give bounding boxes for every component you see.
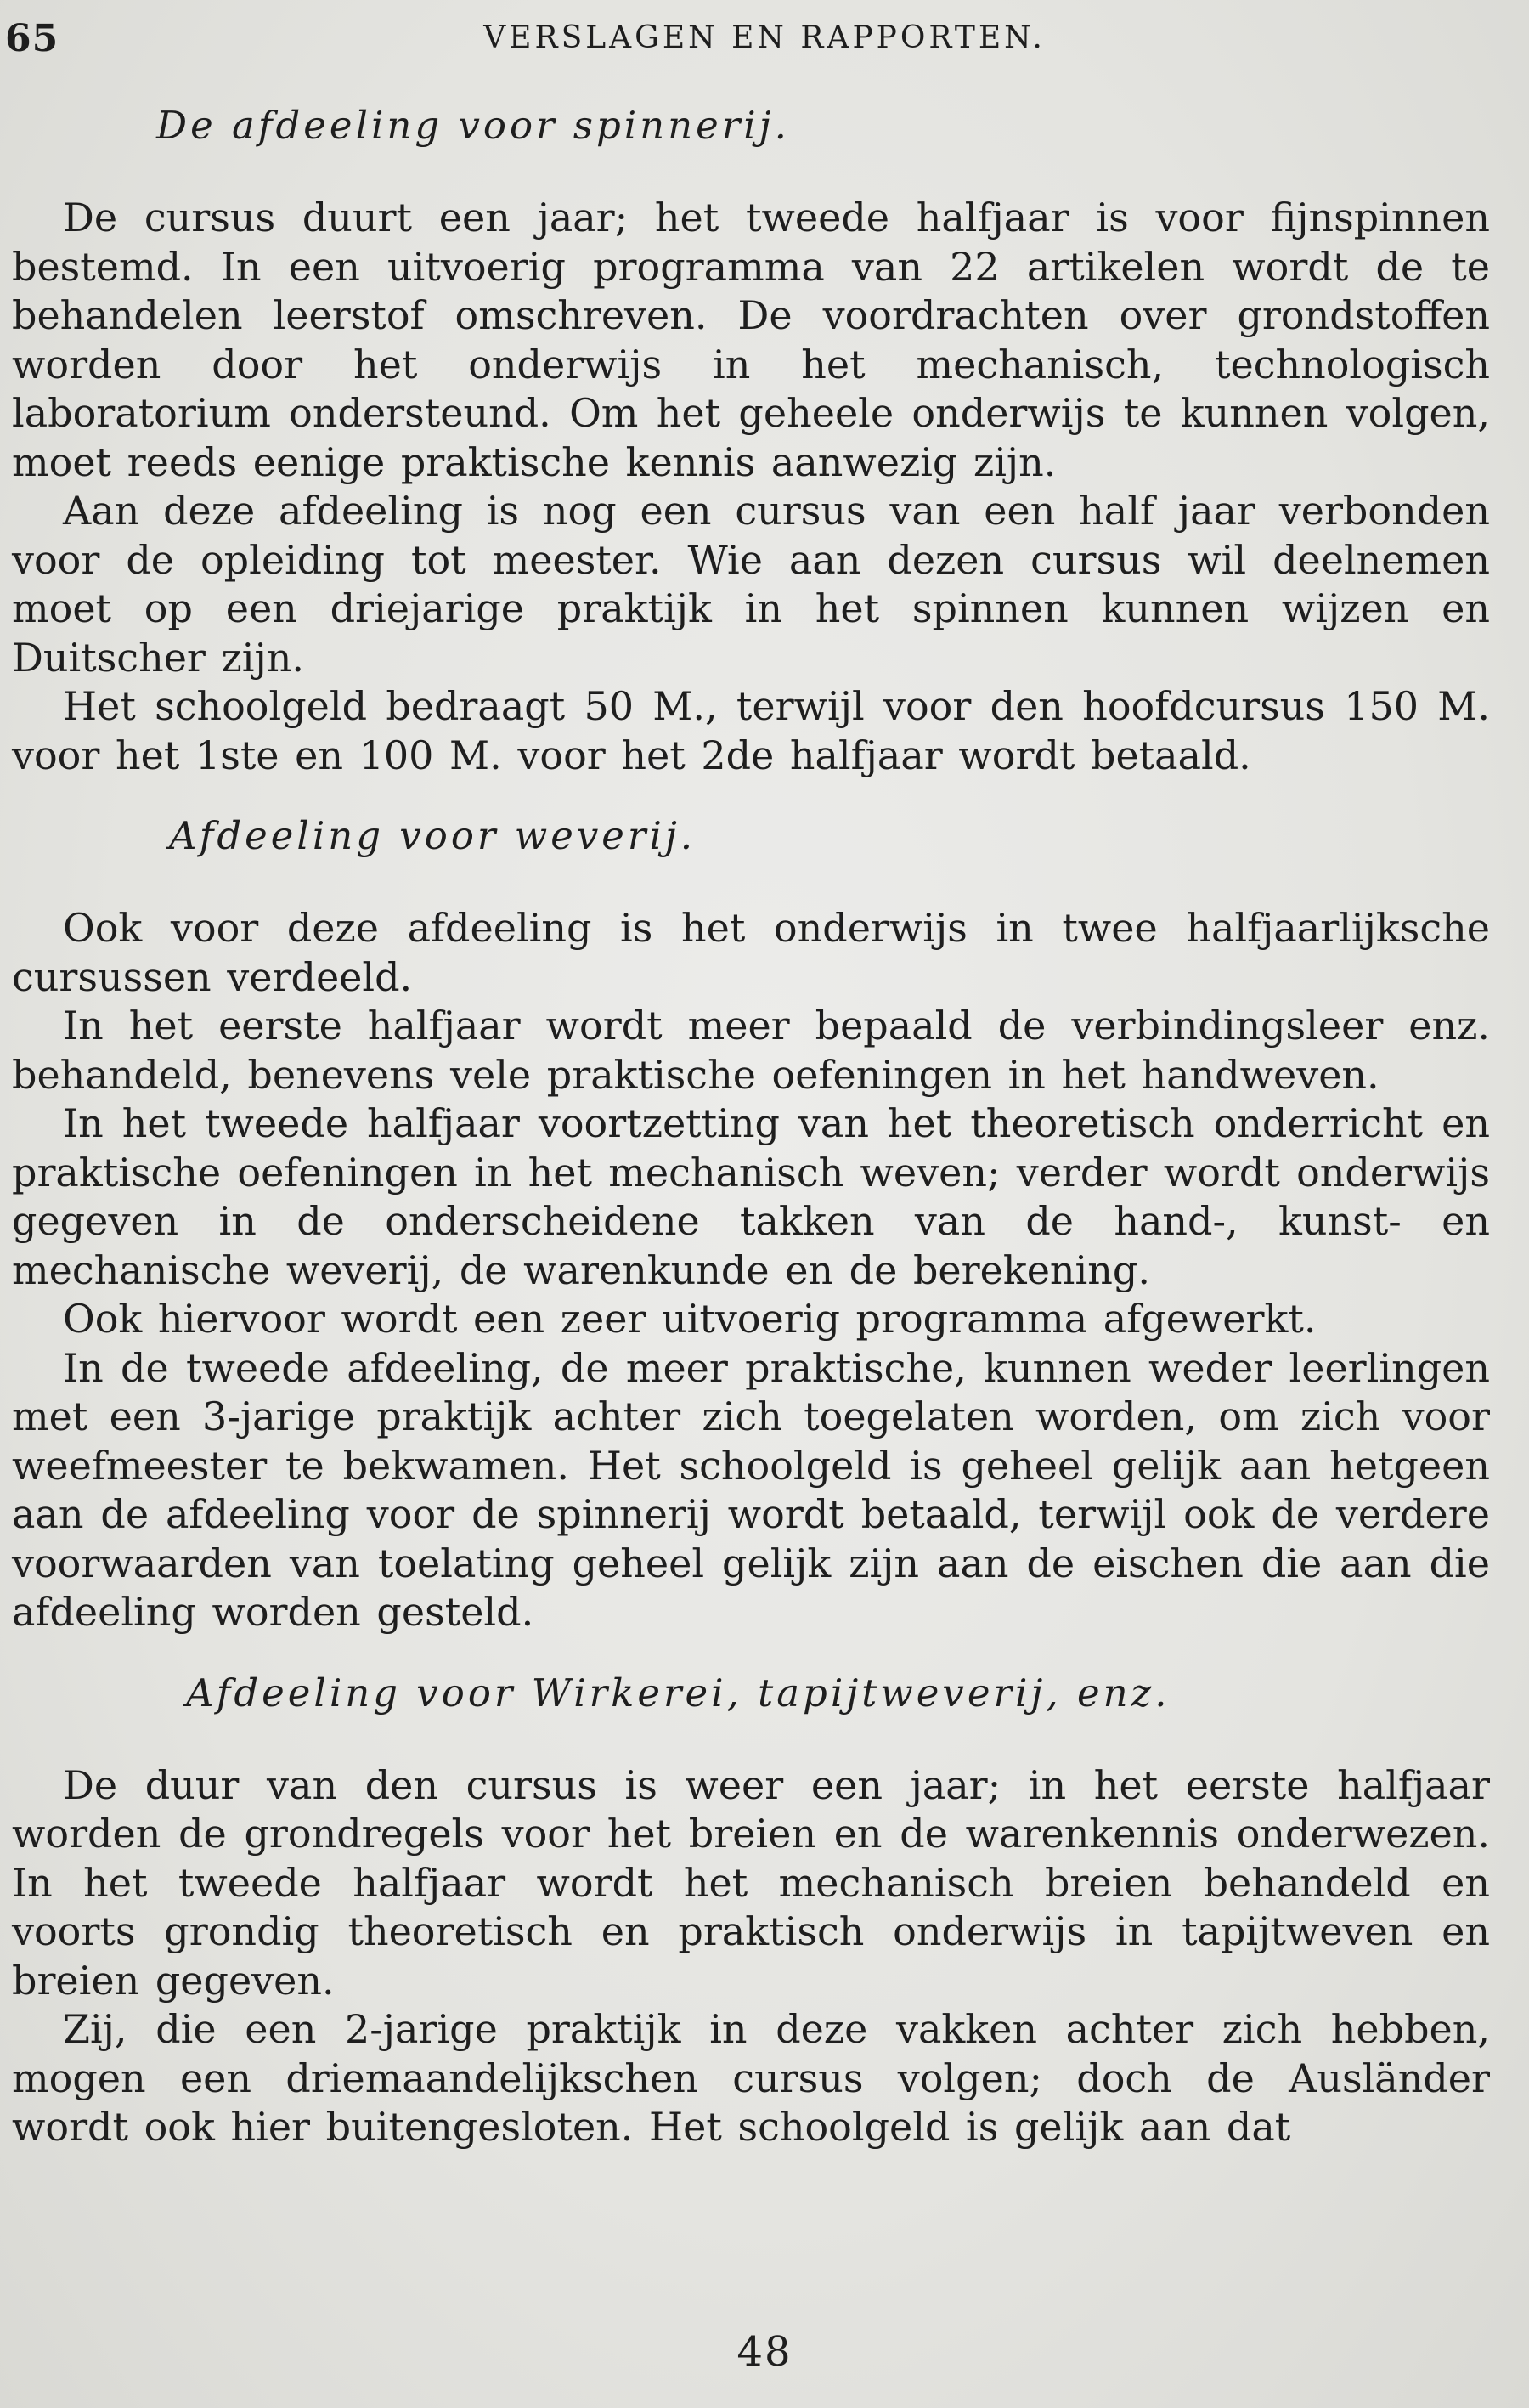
page-number: 65 [5,17,59,60]
section-title: Afdeeling voor Wirkerei, tapijtweverij, enz. [186,1670,1171,1716]
running-head: VERSLAGEN EN RAPPORTEN. [483,20,1046,55]
signature-mark: 48 [736,2328,793,2376]
paragraph: In het tweede halfjaar voortzetting van het theoretisch onderricht en praktische oefeningen in het mechanisch weven; verder wordt onderwijs gegeven in de onderscheidene takken van de hand-, kunst- en mechanische weverij, de warenkunde en de berekening. [12,1100,1490,1293]
paragraph: De cursus duurt een jaar; het tweede halfjaar is voor fijnspinnen bestemd. In een uitvoerig programma van 22 artikelen wordt de te behandelen leerstof omschreven. De voordrachten over grondstoffen worden door het onderwijs in het mechanisch, technologisch laboratorium ondersteund. Om het geheele onderwijs te kunnen volgen, moet reeds eenige praktische kennis aanwezig zijn. [12,195,1490,485]
section-title: Afdeeling voor weverij. [169,813,697,858]
section-spinnerij [12,100,1490,780]
section-wirkerei [12,1668,1490,2152]
section-title: De afdeeling voor spinnerij. [156,103,790,148]
paragraph: Ook hiervoor wordt een zeer uitvoerig programma afgewerkt. [63,1296,1317,1342]
paragraph: Zij, die een 2-jarige praktijk in deze vakken achter zich hebben, mogen een driemaandelijkschen cursus volgen; doch de Ausländer wordt ook hier buitengesloten. Het schoolgeld is gelijk aan dat [12,2006,1490,2150]
page-header [0,12,1529,63]
paragraph: In het eerste halfjaar wordt meer bepaald de verbindingsleer enz. behandeld, benevens vele praktische oefeningen in het handweven. [12,1003,1490,1098]
paragraph: In de tweede afdeeling, de meer praktische, kunnen weder leerlingen met een 3-jarige praktijk achter zich toegelaten worden, om zich voor weefmeester te bekwamen. Het schoolgeld is geheel gelijk aan hetgeen aan de afdeeling voor de spinnerij wordt betaald, terwijl ook de verdere voorwaarden van toelating geheel gelijk zijn aan de eischen die aan die afdeeling worden gesteld. [12,1344,1490,1635]
paragraph: Het schoolgeld bedraagt 50 M., terwijl voor den hoofdcursus 150 M. voor het 1ste en 100 M. voor het 2de halfjaar wordt betaald. [12,683,1490,778]
paragraph: De duur van den cursus is weer een jaar; in het eerste halfjaar worden de grondregels voor het breien en de warenkennis onderwezen. In het tweede halfjaar wordt het mechanisch breien behandeld en voorts grondig theoretisch en praktisch onderwijs in tapijtweven en breien gegeven. [12,1761,1490,2004]
paragraph: Aan deze afdeeling is nog een cursus van een half jaar verbonden voor de opleiding tot meester. Wie aan dezen cursus wil deelnemen moet op een driejarige praktijk in het spinnen kunnen wijzen en Duitscher zijn. [12,488,1490,681]
paragraph: Ook voor deze afdeeling is het onderwijs in twee halfjaarlijksche cursussen verdeeld. [12,905,1490,1000]
page-body [12,100,1490,2152]
section-weverij [12,811,1490,1637]
